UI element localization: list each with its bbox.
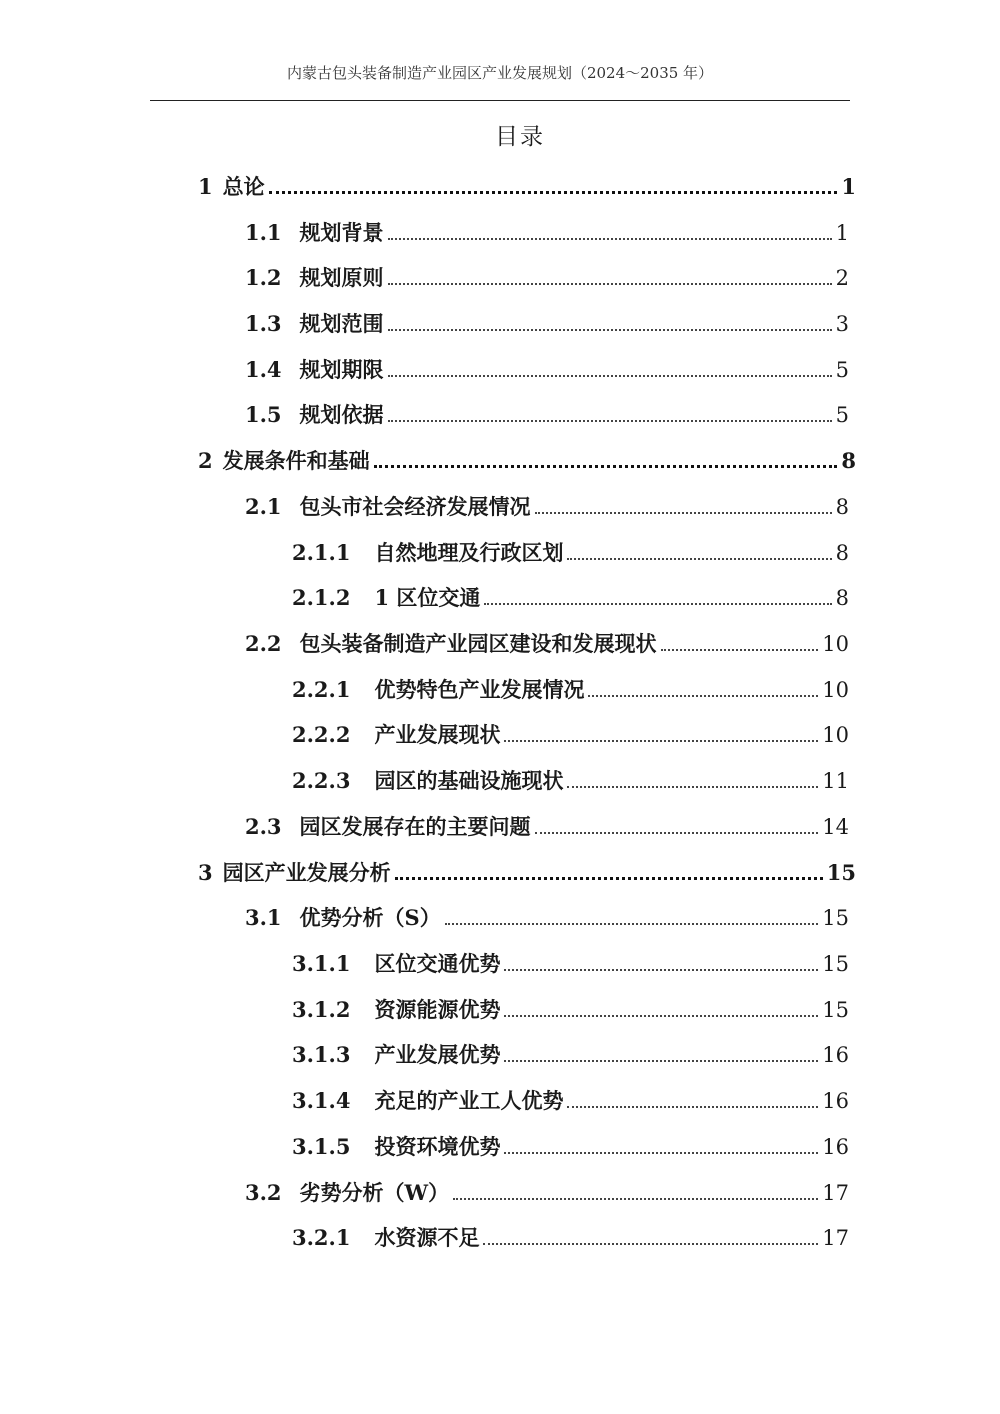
toc-entry-number: 3.2 <box>245 1180 282 1205</box>
toc-entry-page: 3 <box>835 312 849 336</box>
toc-entry-title: 规划依据 <box>299 402 384 427</box>
toc-entry-number: 1.5 <box>245 402 282 427</box>
toc-entry-title: 优势特色产业发展情况 <box>374 677 585 702</box>
toc-entry-title: 园区的基础设施现状 <box>374 768 564 793</box>
toc-entry[interactable] <box>292 1221 849 1251</box>
toc-entry[interactable] <box>292 993 849 1023</box>
dot-leader <box>374 465 838 468</box>
dot-leader <box>388 329 832 331</box>
toc-entry-title: 充足的产业工人优势 <box>374 1088 564 1113</box>
toc-entry-page: 11 <box>822 769 849 793</box>
dot-leader <box>661 649 819 651</box>
toc-entry-title: 1 区位交通 <box>374 585 481 610</box>
dot-leader <box>483 1243 818 1245</box>
toc-entry-page: 1 <box>835 221 849 245</box>
toc-entry-number: 2.3 <box>245 814 282 839</box>
toc-entry-page: 10 <box>822 678 849 702</box>
toc-entry-page: 16 <box>822 1135 849 1159</box>
dot-leader <box>567 558 831 560</box>
toc-entry-number: 2.1 <box>245 494 282 519</box>
toc-entry-title: 包头市社会经济发展情况 <box>299 494 531 519</box>
toc-entry-title: 园区产业发展分析 <box>222 860 391 885</box>
toc-entry-title: 自然地理及行政区划 <box>374 540 564 565</box>
toc-entry-title: 包头装备制造产业园区建设和发展现状 <box>299 631 657 656</box>
toc-entry-page: 10 <box>822 632 849 656</box>
dot-leader <box>395 877 823 880</box>
toc-entry-title: 劣势分析（W） <box>299 1180 450 1205</box>
toc-entry-page: 8 <box>841 448 856 473</box>
toc-entry-page: 15 <box>822 998 849 1022</box>
toc-entry[interactable] <box>292 947 849 977</box>
toc-entry[interactable] <box>198 444 856 474</box>
toc-entry-number: 3.1 <box>245 905 282 930</box>
header-divider <box>150 100 850 101</box>
toc-entry-number: 3 <box>198 860 213 885</box>
toc-entry-number: 3.1.1 <box>292 951 351 976</box>
toc-entry[interactable] <box>245 353 849 383</box>
dot-leader <box>388 420 832 422</box>
dot-leader <box>504 1060 818 1062</box>
toc-entry-page: 8 <box>835 586 849 610</box>
toc-entry[interactable] <box>292 581 849 611</box>
toc-entry-number: 2.1.1 <box>292 540 351 565</box>
toc-entry[interactable] <box>292 718 849 748</box>
toc-entry-title: 规划范围 <box>299 311 384 336</box>
toc-entry-title: 规划期限 <box>299 357 384 382</box>
dot-leader <box>535 512 832 514</box>
toc-entry[interactable] <box>292 764 849 794</box>
toc-entry-number: 2 <box>198 448 213 473</box>
dot-leader <box>535 832 819 834</box>
toc-entry-page: 17 <box>822 1226 849 1250</box>
toc-entry-title: 投资环境优势 <box>374 1134 501 1159</box>
toc-entry[interactable] <box>292 1084 849 1114</box>
toc-entry-number: 3.1.3 <box>292 1042 351 1067</box>
toc-entry-number: 2.2 <box>245 631 282 656</box>
toc-entry-page: 15 <box>822 906 849 930</box>
toc-entry-page: 5 <box>835 358 849 382</box>
dot-leader <box>269 191 838 194</box>
toc-entry[interactable] <box>245 1176 849 1206</box>
toc-entry-page: 17 <box>822 1181 849 1205</box>
dot-leader <box>504 740 818 742</box>
toc-entry[interactable] <box>292 536 849 566</box>
toc-entry[interactable] <box>198 170 856 200</box>
toc-entry-number: 3.1.4 <box>292 1088 351 1113</box>
toc-entry[interactable] <box>245 261 849 291</box>
toc-entry-number: 1.2 <box>245 265 282 290</box>
dot-leader <box>567 1106 818 1108</box>
toc-entry-number: 2.1.2 <box>292 585 351 610</box>
toc-entry-title: 产业发展现状 <box>374 722 501 747</box>
toc-entry-page: 2 <box>835 266 849 290</box>
toc-entry[interactable] <box>245 307 849 337</box>
toc-entry[interactable] <box>245 398 849 428</box>
toc-entry[interactable] <box>292 673 849 703</box>
toc-entry[interactable] <box>292 1038 849 1068</box>
dot-leader <box>388 375 832 377</box>
toc-entry-page: 16 <box>822 1043 849 1067</box>
toc-entry-title: 园区发展存在的主要问题 <box>299 814 531 839</box>
toc-entry-number: 2.2.2 <box>292 722 351 747</box>
toc-entry-page: 5 <box>835 403 849 427</box>
toc-entry-number: 2.2.1 <box>292 677 351 702</box>
dot-leader <box>388 283 832 285</box>
toc-entry[interactable] <box>245 901 849 931</box>
toc-entry-page: 16 <box>822 1089 849 1113</box>
toc-entry-number: 1.4 <box>245 357 282 382</box>
toc-title: 目录 <box>495 124 545 150</box>
toc-entry-title: 规划原则 <box>299 265 384 290</box>
toc-entry[interactable] <box>245 627 849 657</box>
toc-entry-title: 规划背景 <box>299 220 384 245</box>
toc-entry-page: 15 <box>826 860 856 885</box>
toc-entry-page: 10 <box>822 723 849 747</box>
toc-entry-page: 15 <box>822 952 849 976</box>
toc-entry[interactable] <box>245 490 849 520</box>
toc-entry-title: 优势分析（S） <box>299 905 441 930</box>
toc-entry[interactable] <box>292 1130 849 1160</box>
toc-entry-title: 产业发展优势 <box>374 1042 501 1067</box>
dot-leader <box>504 1152 818 1154</box>
dot-leader <box>388 238 832 240</box>
toc-entry-number: 3.2.1 <box>292 1225 351 1250</box>
dot-leader <box>484 603 831 605</box>
toc-entry-number: 1.3 <box>245 311 282 336</box>
toc-entry-page: 8 <box>835 541 849 565</box>
dot-leader <box>453 1198 818 1200</box>
dot-leader <box>504 1015 818 1017</box>
toc-entry-number: 1 <box>198 174 213 199</box>
toc-entry-number: 3.1.5 <box>292 1134 351 1159</box>
dot-leader <box>504 969 818 971</box>
toc-entry-number: 3.1.2 <box>292 997 351 1022</box>
toc-entry-number: 2.2.3 <box>292 768 351 793</box>
dot-leader <box>588 695 818 697</box>
toc-entry-page: 8 <box>835 495 849 519</box>
toc-entry[interactable] <box>245 810 849 840</box>
toc-entry-title: 总论 <box>222 174 265 199</box>
running-header: 内蒙古包头装备制造产业园区产业发展规划（2024～2035 年） <box>286 64 714 82</box>
toc-entry[interactable] <box>245 216 849 246</box>
toc-entry-page: 1 <box>841 174 856 199</box>
toc-entry-title: 水资源不足 <box>374 1225 480 1250</box>
toc-entry-page: 14 <box>822 815 849 839</box>
dot-leader <box>567 786 818 788</box>
toc-entry-number: 1.1 <box>245 220 282 245</box>
toc-entry[interactable] <box>198 856 856 886</box>
toc-entry-title: 发展条件和基础 <box>222 448 370 473</box>
dot-leader <box>445 923 819 925</box>
toc-entry-title: 区位交通优势 <box>374 951 501 976</box>
toc-entry-title: 资源能源优势 <box>374 997 501 1022</box>
